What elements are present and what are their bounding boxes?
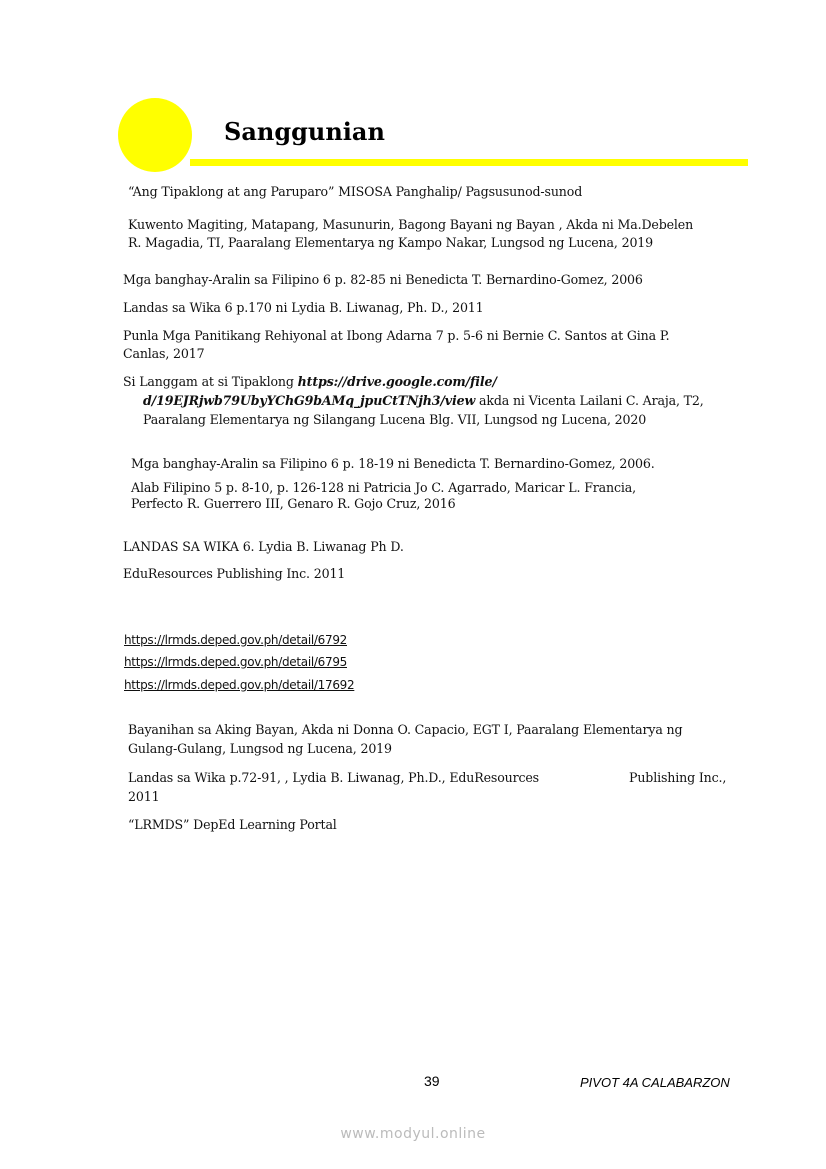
reference-line: “Ang Tipaklong at ang Paruparo” MISOSA Panghalip/ Pagsusunod-sunod (128, 184, 583, 199)
reference-line: Gulang-Gulang, Lungsod ng Lucena, 2019 (128, 741, 392, 756)
watermark: www.modyul.online (340, 1126, 486, 1142)
reference-line: EduResources Publishing Inc. 2011 (123, 566, 346, 581)
reference-line: Mga banghay-Aralin sa Filipino 6 p. 18-19 ni Benedicta T. Bernardino-Gomez, 2006. (131, 456, 655, 471)
reference-line: Publishing Inc., (629, 770, 727, 785)
lrmds-link[interactable]: https://lrmds.deped.gov.ph/detail/17692 (124, 678, 355, 692)
page-number: 39 (424, 1073, 440, 1089)
reference-line: Alab Filipino 5 p. 8-10, p. 126-128 ni Patricia Jo C. Agarrado, Maricar L. Francia, (131, 480, 636, 495)
reference-line: Mga banghay-Aralin sa Filipino 6 p. 82-85 ni Benedicta T. Bernardino-Gomez, 2006 (123, 272, 643, 287)
reference-text: akda ni Vicenta Lailani C. Araja, T2, (475, 393, 704, 408)
reference-line: “LRMDS” DepEd Learning Portal (128, 817, 337, 832)
reference-line: Landas sa Wika p.72-91, , Lydia B. Liwanag, Ph.D., EduResources (128, 770, 539, 785)
lrmds-link[interactable]: https://lrmds.deped.gov.ph/detail/6792 (124, 633, 347, 647)
reference-line: Paaralang Elementarya ng Silangang Lucena Blg. VII, Lungsod ng Lucena, 2020 (143, 412, 647, 427)
reference-line: Canlas, 2017 (123, 346, 205, 361)
reference-line: Landas sa Wika 6 p.170 ni Lydia B. Liwanag, Ph. D., 2011 (123, 300, 484, 315)
lrmds-link[interactable]: https://lrmds.deped.gov.ph/detail/6795 (124, 655, 347, 669)
series-label: PIVOT 4A CALABARZON (580, 1075, 730, 1090)
reference-line (143, 393, 704, 408)
reference-line: Perfecto R. Guerrero III, Genaro R. Gojo Cruz, 2016 (131, 496, 456, 511)
yellow-circle-decoration (118, 98, 192, 172)
reference-url[interactable]: d/19EJRjwb79UbyYChG9bAMq_jpuCtTNjh3/view (143, 393, 476, 408)
reference-url[interactable]: https://drive.google.com/file/ (297, 374, 497, 389)
yellow-title-underline (190, 159, 748, 166)
reference-line: LANDAS SA WIKA 6. Lydia B. Liwanag Ph D. (123, 539, 404, 554)
reference-line: Kuwento Magiting, Matapang, Masunurin, Bagong Bayani ng Bayan , Akda ni Ma.Debelen (128, 217, 694, 232)
reference-line: Punla Mga Panitikang Rehiyonal at Ibong Adarna 7 p. 5-6 ni Bernie C. Santos at Gina P. (123, 328, 670, 343)
reference-text: Si Langgam at si Tipaklong (123, 374, 298, 389)
page-title: Sanggunian (224, 117, 385, 146)
reference-line (123, 374, 497, 389)
reference-line: R. Magadia, TI, Paaralang Elementarya ng Kampo Nakar, Lungsod ng Lucena, 2019 (128, 235, 654, 250)
reference-line: Bayanihan sa Aking Bayan, Akda ni Donna O. Capacio, EGT I, Paaralang Elementarya ng (128, 722, 683, 737)
reference-line: 2011 (128, 789, 160, 804)
